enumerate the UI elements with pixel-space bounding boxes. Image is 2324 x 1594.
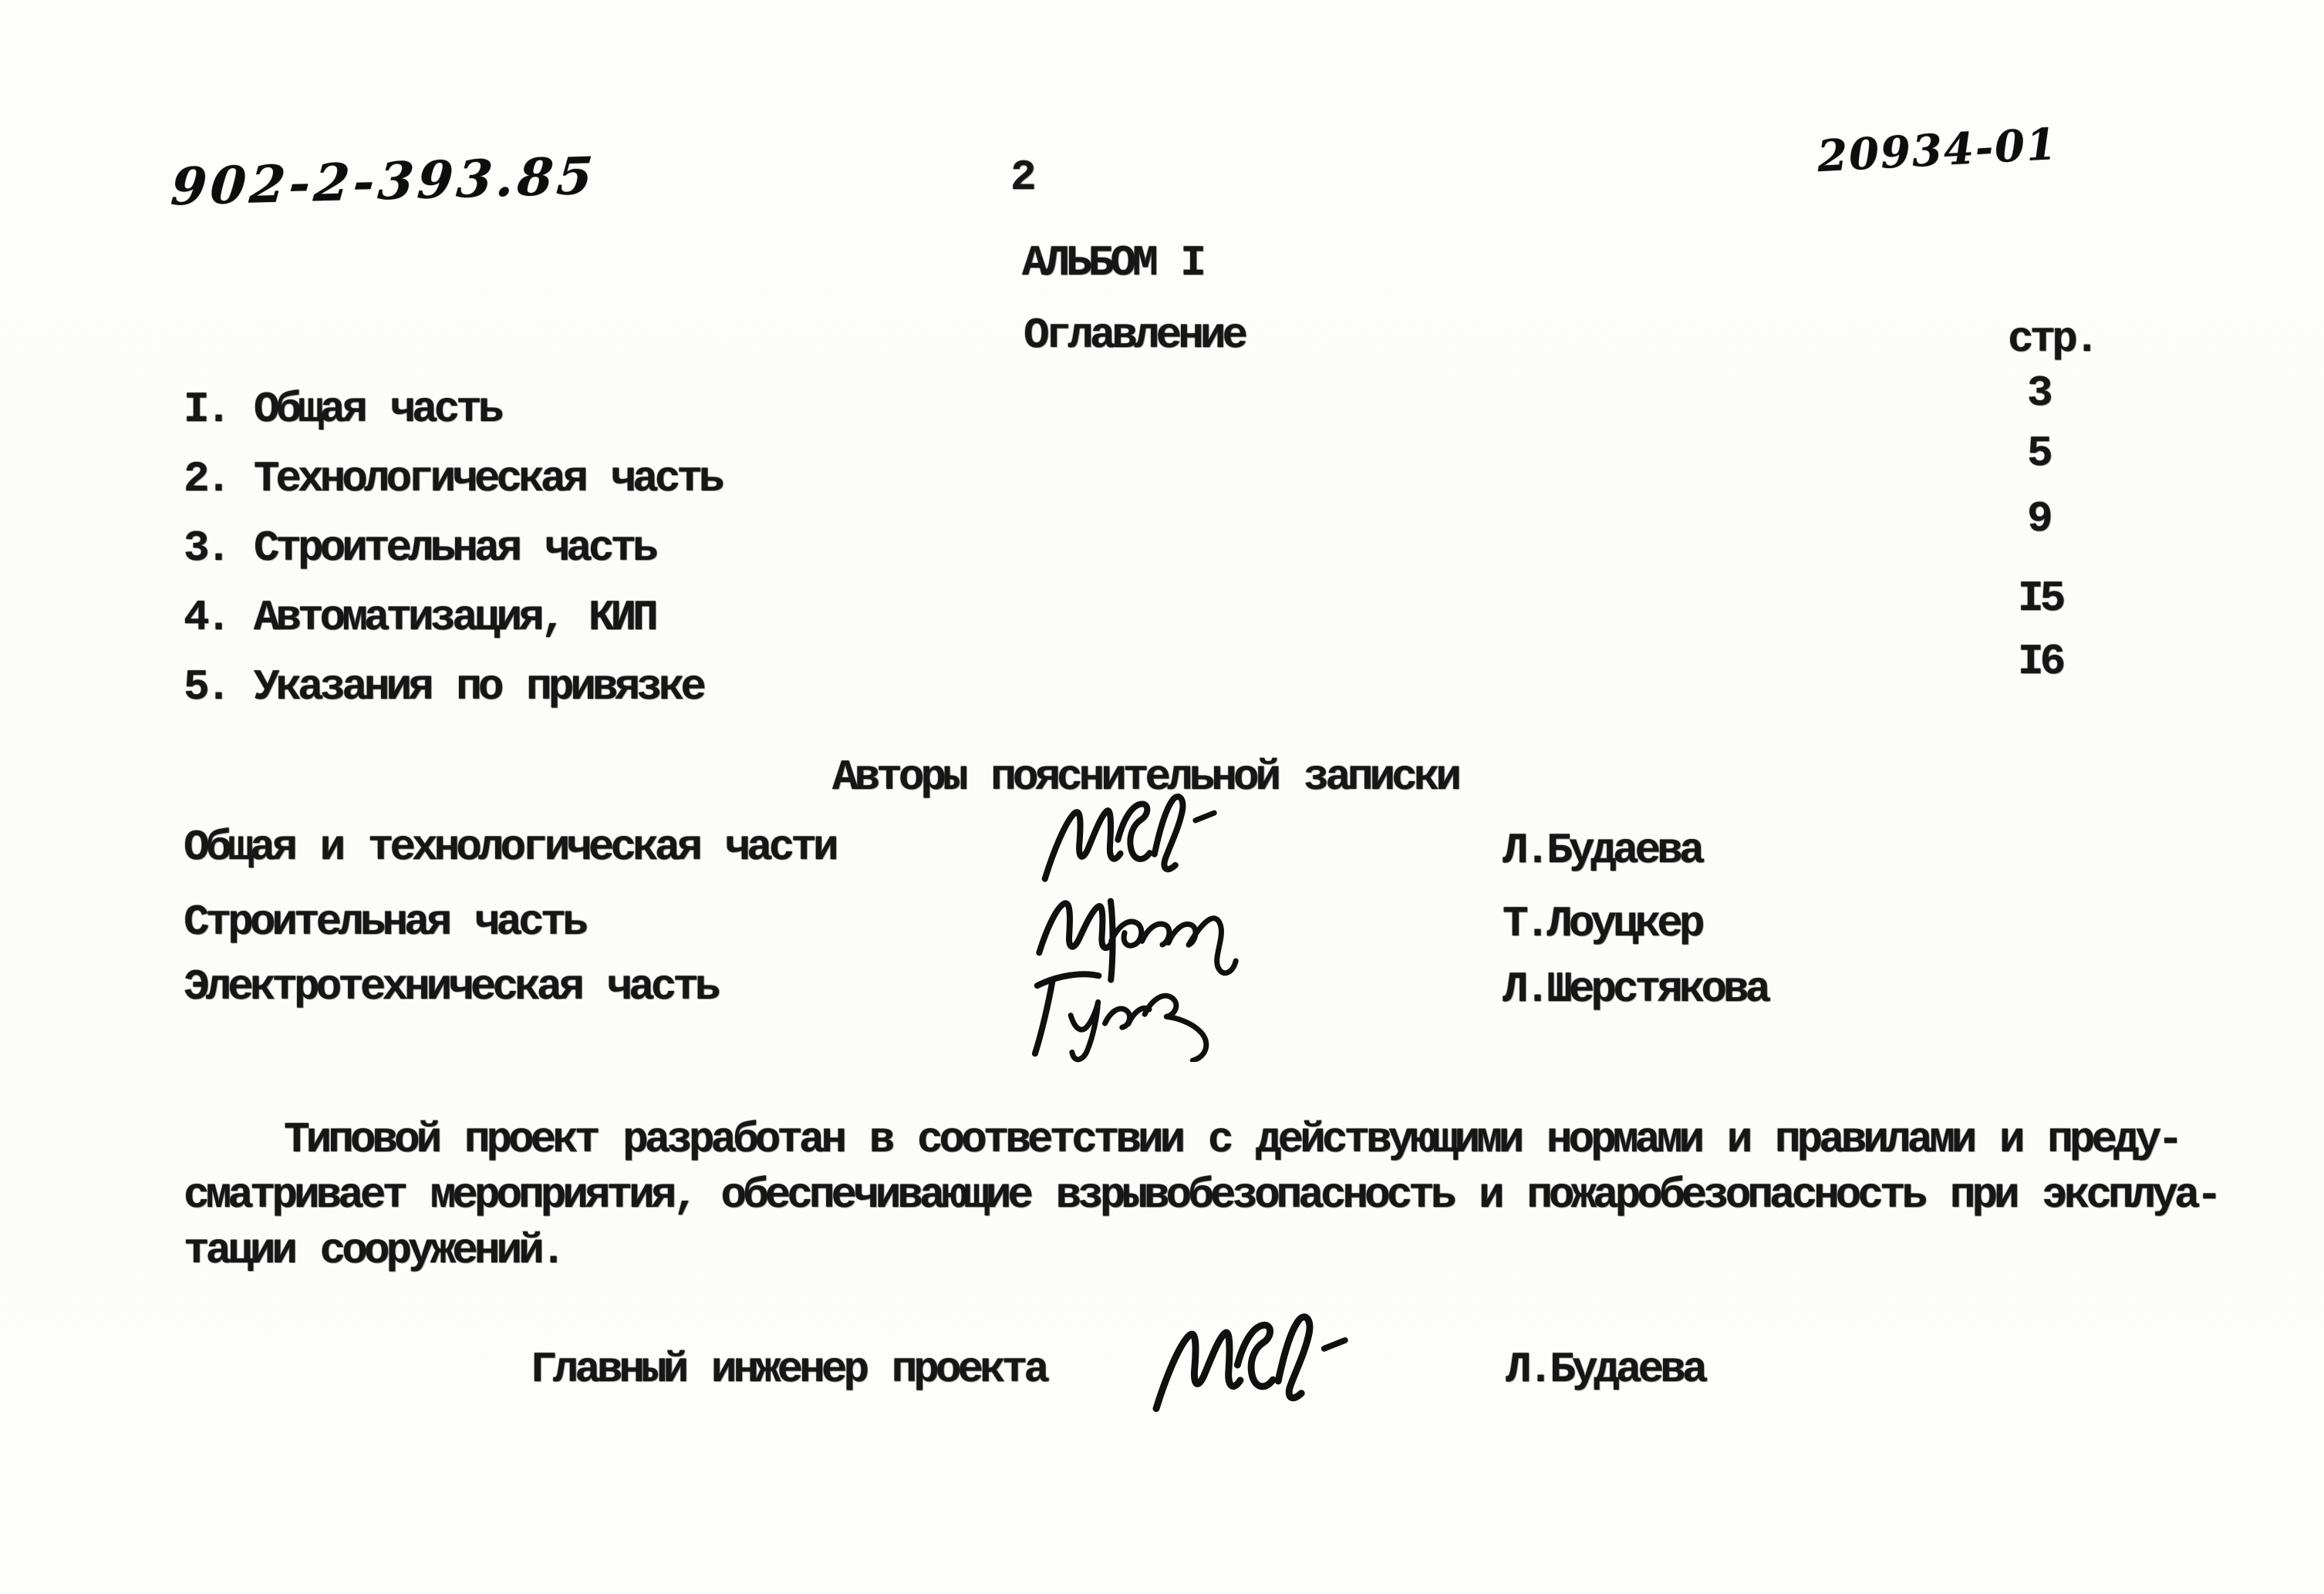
chief-engineer-label: Главный инженер проекта — [531, 1345, 1046, 1394]
paragraph-line: Типовой проект разработан в соответствии с действующими нормами и правилами и преду- — [284, 1115, 2180, 1164]
signature-sherstyakova — [1026, 953, 1230, 1068]
toc-item-label: 2. Технологическая часть — [184, 454, 721, 504]
toc-title: Оглавление — [1024, 311, 1245, 360]
chief-engineer-signature-budaeva — [1145, 1304, 1353, 1417]
author-section-label: Строительная часть — [184, 898, 585, 947]
paragraph-line: сматривает мероприятия, обеспечивающие взрывобезопасность и пожаробезопасность при эксплуа- — [184, 1171, 2219, 1220]
authors-section-title: Авторы пояснительной записки — [832, 753, 1458, 802]
toc-item-label: 5. Указания по привязке — [184, 662, 703, 712]
toc-item-page: 5 — [2027, 429, 2049, 478]
album-title: АЛЬБОМ I — [1022, 238, 1202, 288]
toc-item-page: 9 — [2027, 494, 2049, 544]
author-name: Т.Лоуцкер — [1503, 899, 1702, 949]
page-column-header: стр. — [2008, 315, 2096, 364]
signature-budaeva — [1034, 785, 1221, 886]
toc-item-page: I5 — [2018, 574, 2063, 623]
toc-item-label: 3. Строительная часть — [184, 524, 655, 573]
author-name: Л.Шерстякова — [1503, 965, 1768, 1014]
handwritten-doc-number: 20934-01 — [1816, 118, 2059, 183]
toc-item-page: 3 — [2027, 369, 2049, 418]
toc-item-label: 4. Автоматизация, КИП — [184, 593, 655, 642]
chief-engineer-name: Л.Будаева — [1506, 1345, 1705, 1394]
page-number: 2 — [1010, 153, 1033, 202]
handwritten-project-code: 902-2-393.85 — [169, 145, 599, 217]
toc-item-label: I. Общая часть — [184, 385, 501, 434]
author-section-label: Общая и технологическая части — [184, 823, 835, 872]
author-section-label: Электротехническая часть — [184, 962, 717, 1012]
paragraph-line: тации сооружений. — [184, 1226, 563, 1276]
toc-item-page: I6 — [2018, 637, 2063, 686]
author-name: Л.Будаева — [1503, 826, 1702, 875]
